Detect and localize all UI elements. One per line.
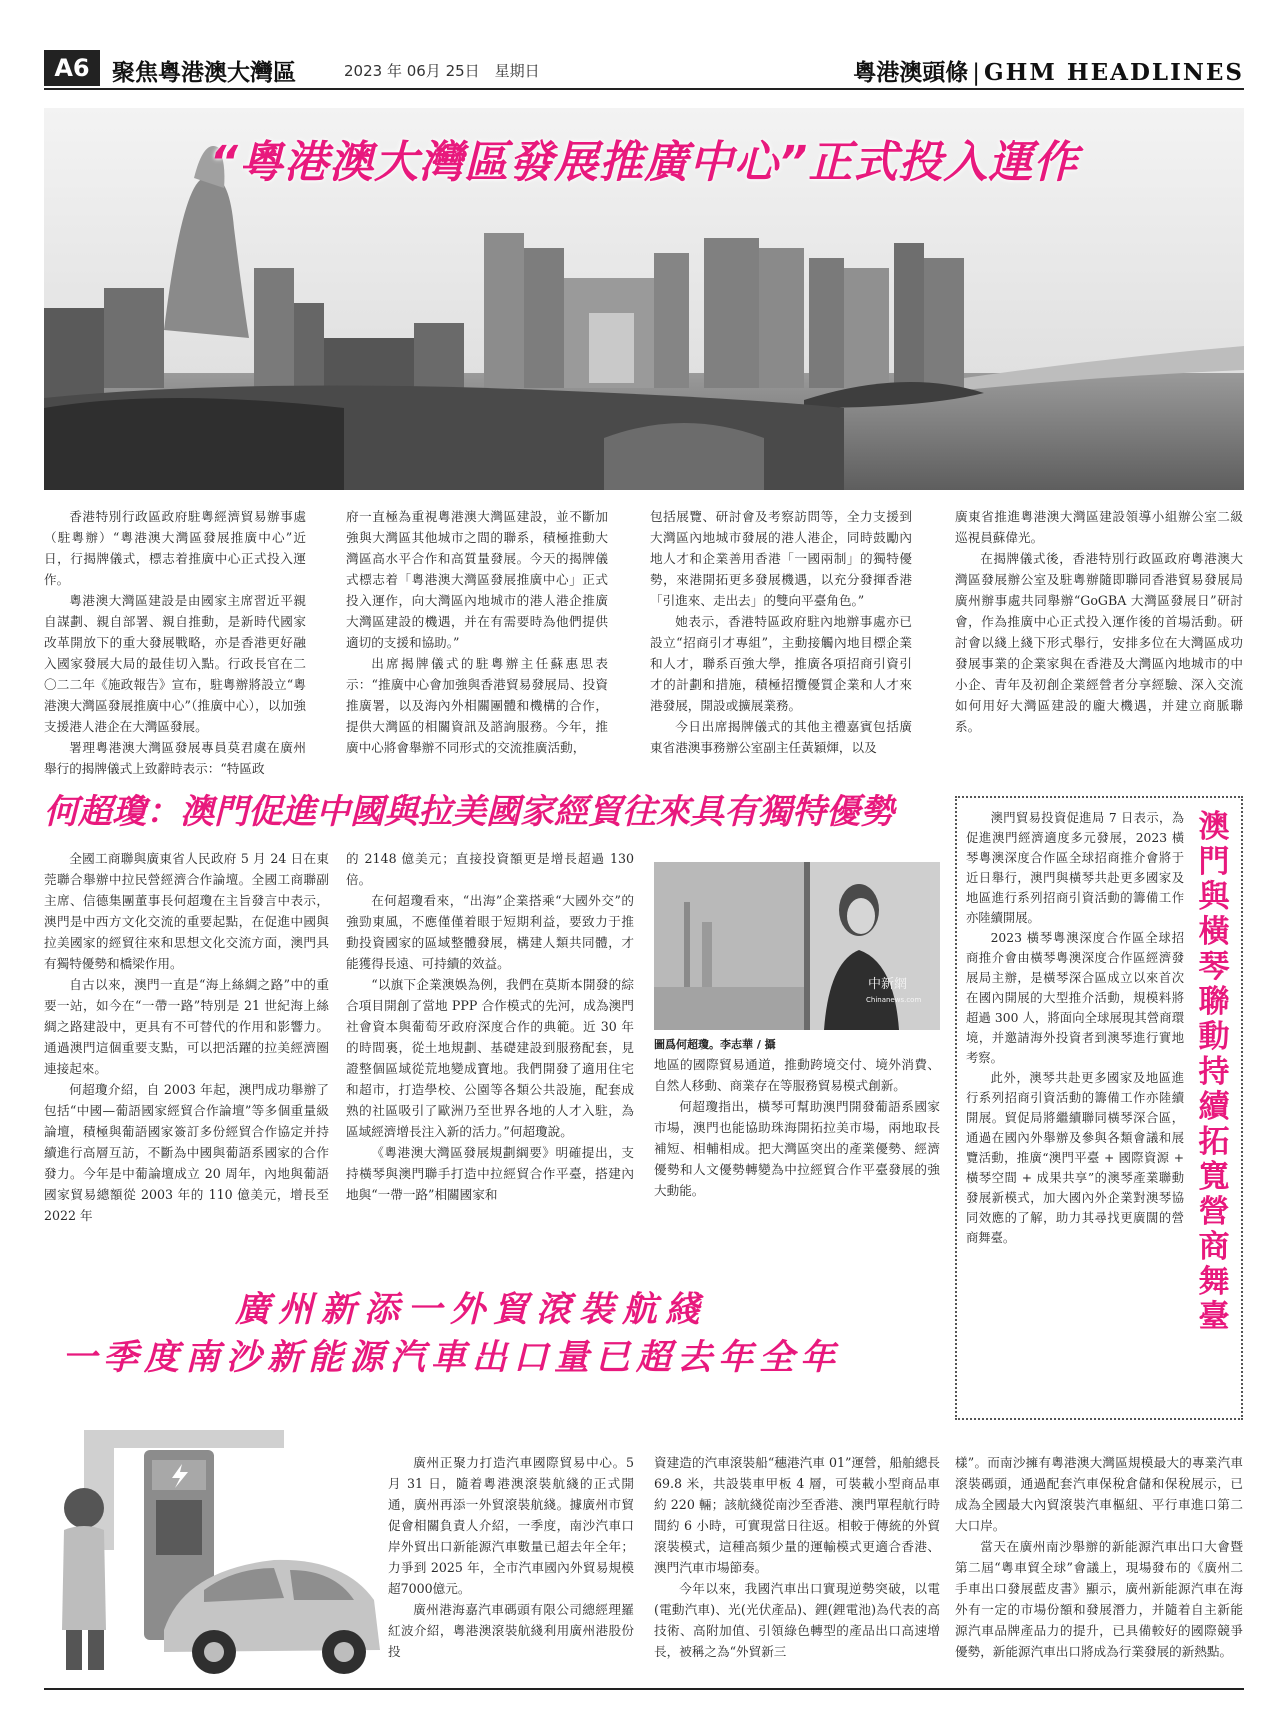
portrait-image [654,862,940,1030]
story2-headline: 何超瓊：澳門促進中國與拉美國家經貿往來具有獨特優勢 [44,792,894,832]
paragraph: 在何超瓊看來，“出海”企業搭乘“大國外交”的強勁東風，不應僅僅着眼于短期利益，要致力于推動投資國家的區域整體發展，構建人類共同體，才能獲得長遠、可持續的效益。 [346,893,634,971]
story3-column-3 [955,1452,1243,1662]
watermark-url: Chinanews.com [866,996,922,1004]
paragraph: 香港特別行政區政府駐粵經濟貿易辦事處（駐粵辦）“粵港澳大灣區發展推廣中心”近日，行揭牌儀式，標志着推廣中心正式投入運作。 [44,509,306,587]
paragraph: 廣州正聚力打造汽車國際貿易中心。5 月 31 日，隨着粵港澳滾裝航綫的正式開通，廣州再添一外貿滾裝航綫。據廣州市貿促會相關負責人介紹，一季度，南沙汽車口岸外貿出口新能源汽車數量已超去年全年；力爭到 2025 年，全市汽車國內外貿易規模超7000億元。 [388,1455,634,1596]
story2-column-2 [346,848,634,1205]
story3-headline-line2: 一季度南沙新能源汽車出口量已超去年全年 [62,1338,842,1378]
story3-column-2 [654,1452,940,1662]
paragraph: 今日出席揭牌儀式的其他主禮嘉賓包括廣東省港澳事務辦公室副主任黃穎煇，以及 [650,719,912,755]
paragraph: 在揭牌儀式後，香港特別行政區政府粵港澳大灣區發展辦公室及駐粵辦隨即聯同香港貿易發展局廣州辦事處共同舉辦“GoGBA 大灣區發展日”研討會，作為推廣中心正式投入運作後的首場活動。研討會以綫上綫下形式舉行，安排多位在大灣區成功發展事業的企業家與在香港及大灣區內地城市的中小企、青年及初創企業經營者分享經驗、深入交流如何用好大灣區建設的龐大機遇，并建立商脈聯系。 [955,551,1243,734]
story1-column-2 [346,506,608,758]
paragraph: 全國工商聯與廣東省人民政府 5 月 24 日在東莞聯合舉辦中拉民營經濟合作論壇。全國工商聯副主席、信德集團董事長何超瓊在主旨發言中表示，澳門是中西方文化交流的重要起點，在促進中國與拉美國家的經貿往來和思想文化交流方面，澳門具有獨特優勢和橋梁作用。 [44,851,329,971]
brand [853,54,1244,87]
paragraph: 《粵港澳大灣區發展規劃綱要》明確提出，支持橫琴與澳門聯手打造中拉經貿合作平臺，搭建內地與“一帶一路”相關國家和 [346,1145,634,1202]
story1-headline: “粵港澳大灣區發展推廣中心”正式投入運作 [209,137,1079,188]
ev-illustration [44,1430,384,1680]
paragraph: 自古以來，澳門一直是“海上絲綢之路”中的重要一站，如今在“一帶一路”特別是 21 世紀海上絲綢之路建設中，更具有不可替代的作用和影響力。通過澳門這個重要支點，可以把活躍的拉美經濟圈連接起來。 [44,977,329,1076]
story1-column-1 [44,506,306,779]
paragraph: 廣州港海嘉汽車碼頭有限公司總經理羅紅波介紹，粵港澳滾裝航綫利用廣州港股份投 [388,1602,634,1659]
ev-charging-illustration [44,1430,384,1680]
sidebar-body [966,808,1184,1248]
paragraph: 當天在廣州南沙舉辦的新能源汽車出口大會暨第二屆“粵車貿全球”會議上，現場發布的《廣州二手車出口發展藍皮書》顯示，廣州新能源汽車在海外有一定的市場份額和發展潛力，并隨着自主新能源汽車品牌產品力的提升，已具備較好的國際競爭優勢，新能源汽車出口將成為行業發展的新熱點。 [955,1539,1243,1659]
paragraph: 樣”。而南沙擁有粵港澳大灣區規模最大的專業汽車滾裝碼頭，通過配套汽車保稅倉儲和保稅展示，已成為全國最大內貿滾裝汽車樞紐、平行車進口第二大口岸。 [955,1455,1243,1533]
brand-separator: | [972,60,980,86]
paragraph: 的 2148 億美元；直接投資額更是增長超過 130 倍。 [346,851,634,887]
story3-headline-line1: 廣州新添一外貿滾裝航綫 [235,1290,709,1330]
paragraph: 何超瓊指出，橫琴可幫助澳門開發葡語系國家市場，澳門也能協助珠海開拓拉美市場，兩地取長補短、相輔相成。把大灣區突出的產業優勢、經濟優勢和人文優勢轉變為中拉經貿合作平臺發展的強大動能。 [654,1099,940,1198]
paragraph: 2023 橫琴粵澳深度合作區全球招商推介會由橫琴粵澳深度合作區經濟發展局主辦，是橫琴深合區成立以來首次在國內開展的大型推介活動，規模料將超過 300 人，將面向全球展現其營商環境，并邀請海外投資者到澳琴進行實地考察。 [966,931,1184,1065]
paragraph: 澳門貿易投資促進局 7 日表示，為促進澳門經濟適度多元發展，2023 橫琴粵澳深度合作區全球招商推介會將于近日舉行，澳門與橫琴共赴更多國家及地區進行系列招商引資活動的籌備工作亦陸續開展。 [966,811,1184,925]
brand-en: GHM HEADLINES [984,59,1244,86]
section-title: 聚焦粵港澳大灣區 [112,60,296,86]
paragraph: 今年以來，我國汽車出口實現逆勢突破，以電(電動汽車)、光(光伏產品)、鋰(鋰電池)為代表的高技術、高附加值、引領綠色轉型的產品出口高速增長，被稱之為“外貿新三 [654,1581,940,1659]
story3-column-1 [388,1452,634,1662]
paragraph: 她表示，香港特區政府駐內地辦事處亦已設立“招商引才專組”，主動接觸內地目標企業和人才，聯系百強大學，推廣各項招商引資引才的計劃和措施，積極招攬優質企業和人才來港發展，開設或擴展業務。 [650,614,912,713]
sidebar-headline: 澳門與橫琴聯動 持續拓寬營商舞臺 [1198,809,1230,1335]
photo-caption: 圖爲何超瓊。李志華 / 攝 [654,1038,776,1051]
story2-column-3 [654,1054,940,1201]
paragraph: 此外，澳琴共赴更多國家及地區進行系列招商引資活動的籌備工作亦陸續開展。貿促局將繼續聯同橫琴深合區，通過在國內外舉辦及參與各類會議和展覽活動，推廣“澳門平臺 + 國際資源 + 橫琴空間 + 成果共享”的澳琴產業聯動發展新模式，加大國內外企業對澳琴協同效應的了解，助力其尋找更廣闊的營商舞臺。 [966,1071,1184,1245]
story1-column-4 [955,506,1243,737]
story1-column-3 [650,506,912,758]
paragraph: 府一直極為重視粵港澳大灣區建設，並不斷加強與大灣區其他城市之間的聯系，積極推動大灣區高水平合作和高質量發展。今天的揭牌儀式標志着「粵港澳大灣區發展推廣中心」正式投入運作，向大灣區內地城市的港人港企推廣大灣區建設的機遇，并在有需要時為他們提供適切的支援和協助。” [346,509,608,650]
bottom-rule [44,1688,1244,1690]
paragraph: 署理粵港澳大灣區發展專員莫君虞在廣州舉行的揭牌儀式上致辭時表示：“特區政 [44,740,306,776]
paragraph: 粵港澳大灣區建設是由國家主席習近平親自謀劃、親自部署、親自推動，是新時代國家改革開放下的重大發展戰略，亦是香港更好融入國家發展大局的最佳切入點。行政長官在二〇二二年《施政報告》宣布，駐粵辦將設立“粵港澳大灣區發展推廣中心”（推廣中心），以加強支援港人港企在大灣區發展。 [44,593,306,734]
paragraph: 地區的國際貿易通道，推動跨境交付、境外消費、自然人移動、商業存在等服務貿易模式創新。 [654,1057,940,1093]
hero-photo [44,108,1244,490]
portrait-photo [654,862,940,1030]
story2-column-1 [44,848,329,1226]
brand-cn: 粵港澳頭條 [853,60,969,86]
paragraph: 資建造的汽車滾裝船“穗港汽車 01”運營，船舶總長 69.8 米，共設裝車甲板 4 層，可裝載小型商品車約 220 輛；該航綫從南沙至香港、澳門單程航行時間約 6 小時，可實現當日往返。相較于傳統的外貿滾裝模式，這種高頻少量的運輸模式更適合香港、澳門汽車市場節奏。 [654,1455,940,1575]
masthead [44,48,1244,90]
paragraph: “以旗下企業澳娛為例，我們在莫斯本開發的綜合項目開創了當地 PPP 合作模式的先河，成為澳門社會資本與葡萄牙政府深度合作的典範。近 30 年的時間裏，從土地規劃、基礎建設到服務配套，見證整個區域從荒地變成寶地。我們開發了適用住宅和超市，打造學校、公園等各類公共設施，配套成熟的社區吸引了歐洲乃至世界各地的人才入駐，為區域經濟增長注入新的活力。”何超瓊說。 [346,977,634,1139]
paragraph: 包括展覽、研討會及考察訪問等，全力支援到大灣區內地城市發展的港人港企，同時鼓勵內地人才和企業善用香港「一國兩制」的獨特優勢，來港開拓更多發展機遇，以充分發揮香港「引進來、走出去」的雙向平臺角色。” [650,509,912,608]
publication-date: 2023 年 06月 25日 星期日 [344,62,540,80]
page-number: A6 [44,50,100,86]
paragraph: 何超瓊介紹，自 2003 年起，澳門成功舉辦了包括“中國—葡語國家經貿合作論壇”等多個重量級論壇，積極與葡語國家簽訂多份經貿合作協定并持續進行高層互訪，不斷為中國與葡語系國家的合作發力。今年是中葡論壇成立 20 周年，內地與葡語國家貿易總額從 2003 年的 110 億美元，增長至 2022 年 [44,1082,329,1223]
watermark-logo: 中新網 [868,977,908,992]
paragraph: 廣東省推進粵港澳大灣區建設領導小組辦公室二級巡視員蘇偉光。 [955,509,1243,545]
paragraph: 出席揭牌儀式的駐粵辦主任蘇惠思表示：“推廣中心會加強與香港貿易發展局、投資推廣署，以及海內外相關團體和機構的合作，提供大灣區的相關資訊及諮詢服務。今年，推廣中心將會舉辦不同形式的交流推廣活動， [346,656,608,755]
